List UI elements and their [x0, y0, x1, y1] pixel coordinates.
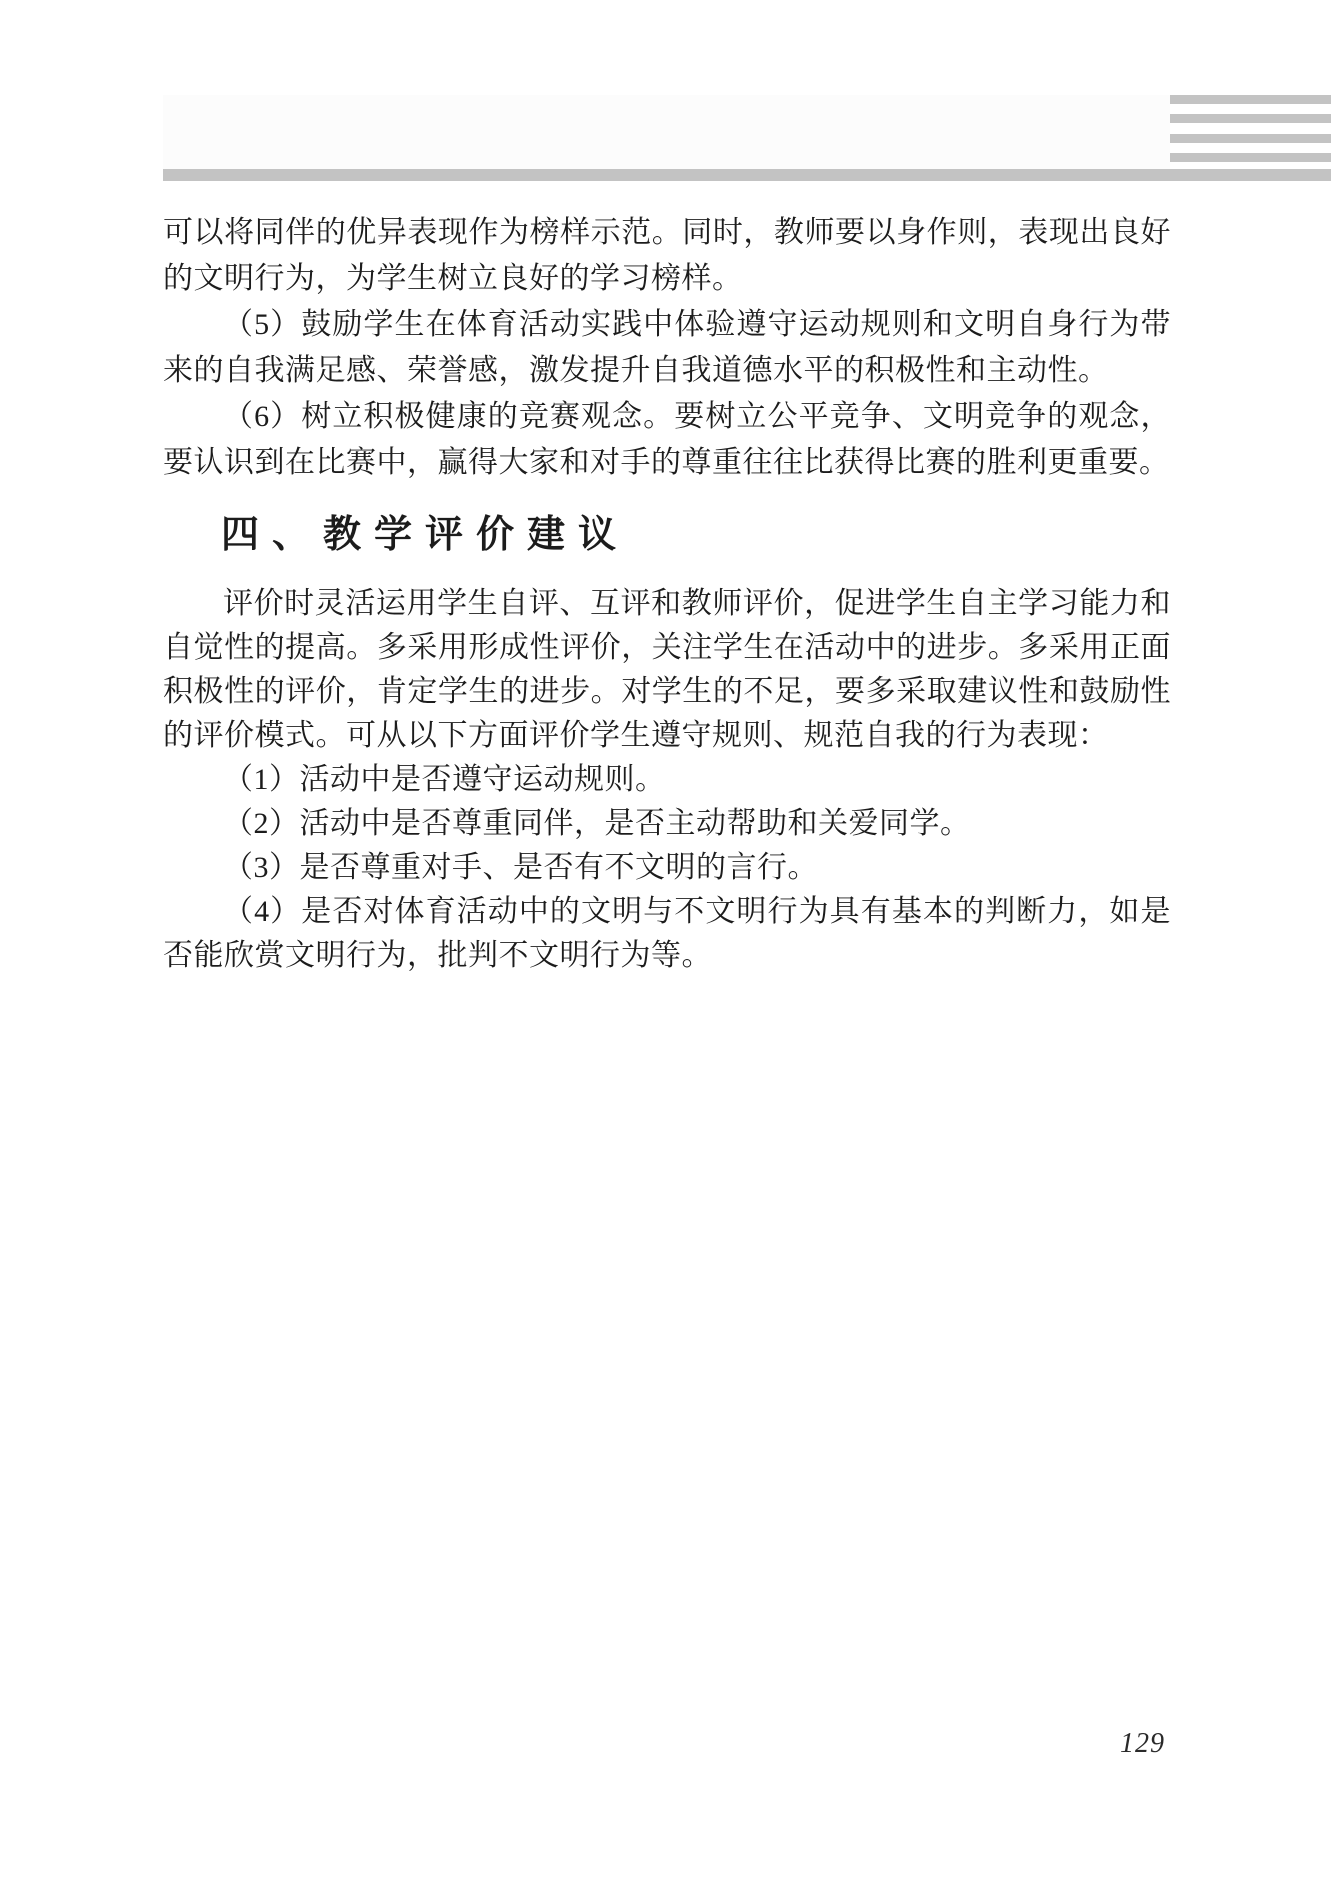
body-paragraph: 可以将同伴的优异表现作为榜样示范。同时，教师要以身作则，表现出良好的文明行为，为学生树立良好的学习榜样。: [163, 216, 1171, 295]
body-paragraph-item-5: （5）鼓励学生在体育活动实践中体验遵守运动规则和文明自身行为带来的自我满足感、荣誉感，激发提升自我道德水平的积极性和主动性。: [163, 308, 1171, 387]
text-column: [163, 210, 1171, 978]
header-stripe: [1170, 95, 1331, 104]
header-stripe: [1170, 134, 1331, 143]
page-number: 129: [1120, 1728, 1165, 1759]
header-rule-bar: [163, 169, 1331, 181]
header-panel: [163, 95, 1170, 169]
body-paragraph: 评价时灵活运用学生自评、互评和教师评价，促进学生自主学习能力和自觉性的提高。多采用形成性评价，关注学生在活动中的进步。多采用正面积极性的评价，肯定学生的进步。对学生的不足，要多采取建议性和鼓励性的评价模式。可从以下方面评价学生遵守规则、规范自我的行为表现：: [163, 587, 1171, 752]
numbered-item-1: （1）活动中是否遵守运动规则。: [223, 763, 666, 796]
evaluation-section: [163, 582, 1171, 978]
numbered-item-4: （4）是否对体育活动中的文明与不文明行为具有基本的判断力，如是否能欣赏文明行为，批判不文明行为等。: [163, 895, 1171, 972]
header-stripe: [1170, 153, 1331, 162]
header-stripe: [1170, 114, 1331, 123]
body-paragraph-item-6: （6）树立积极健康的竞赛观念。要树立公平竞争、文明竞争的观念，要认识到在比赛中，赢得大家和对手的尊重往往比获得比赛的胜利更重要。: [163, 400, 1171, 479]
numbered-item-3: （3）是否尊重对手、是否有不文明的言行。: [223, 851, 818, 884]
section-heading: 四、教学评价建议: [221, 514, 630, 556]
numbered-item-2: （2）活动中是否尊重同伴，是否主动帮助和关爱同学。: [223, 807, 971, 840]
